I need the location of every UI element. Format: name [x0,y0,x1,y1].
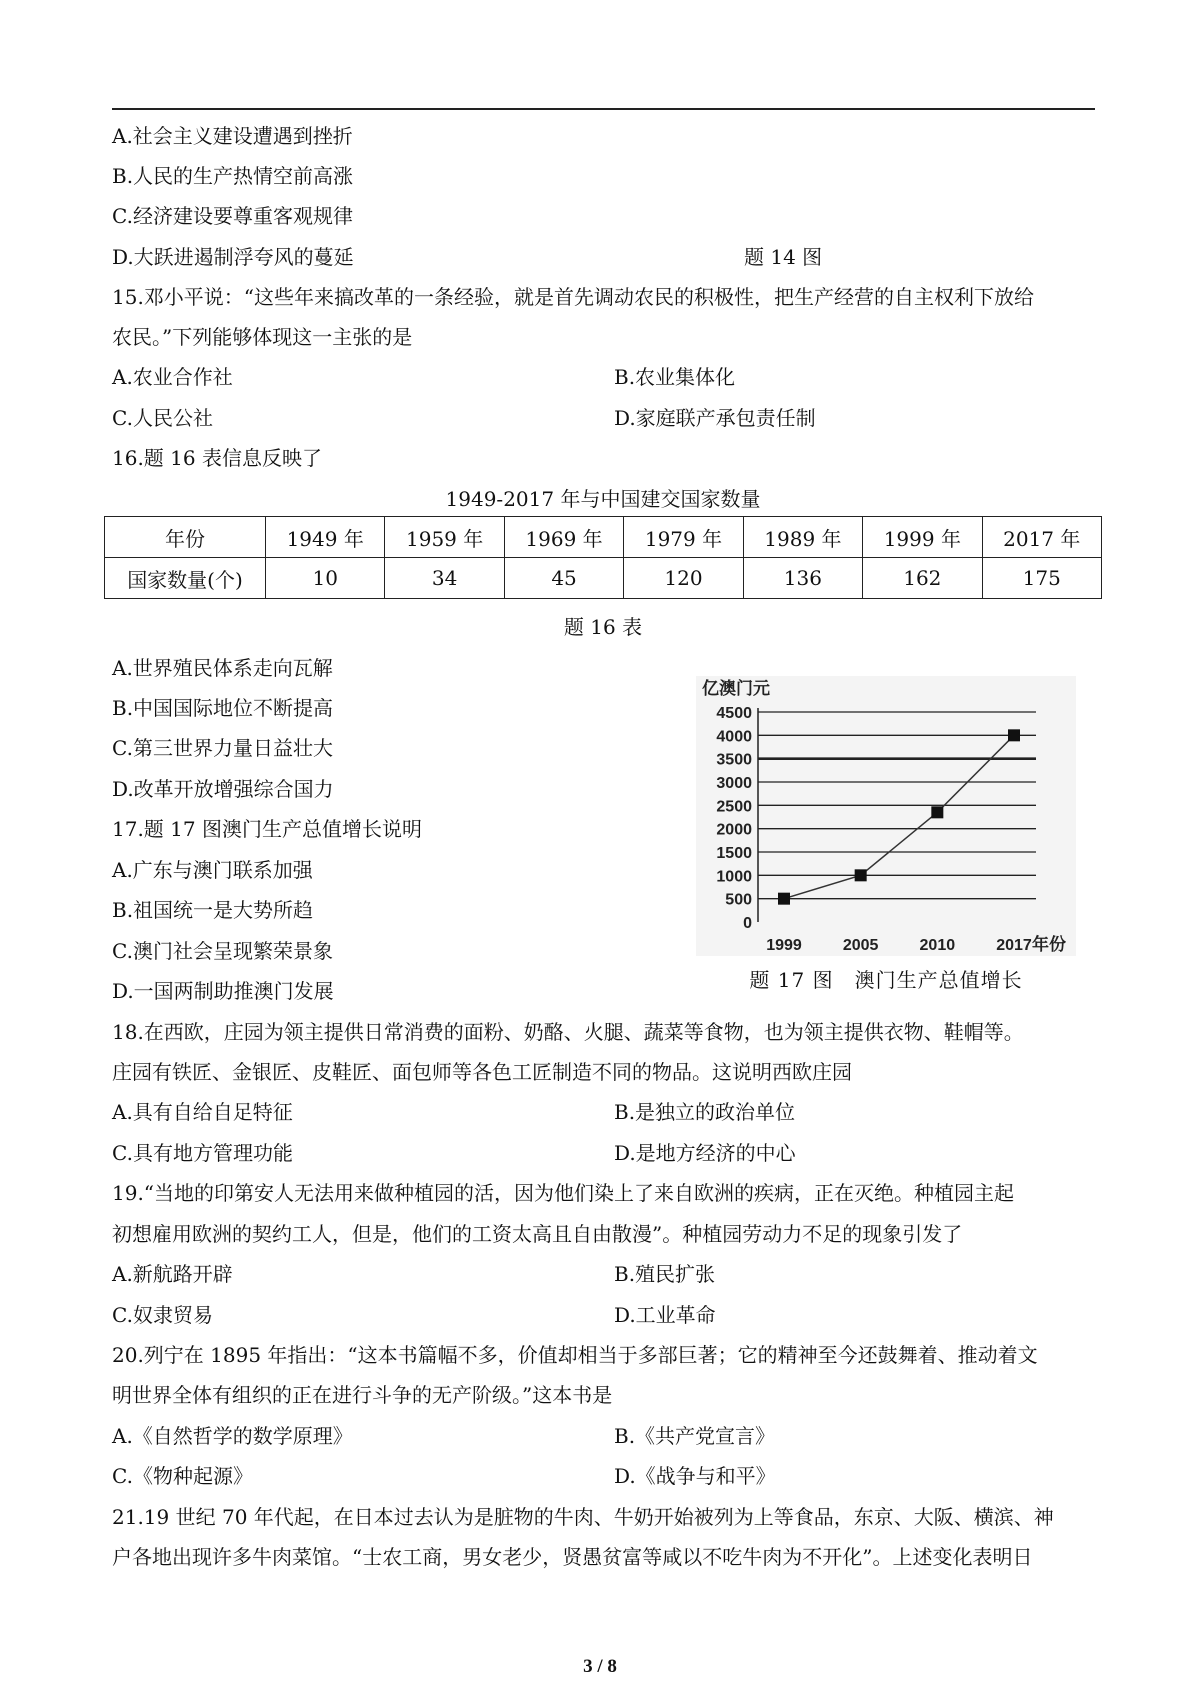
q14-option-b: B.人民的生产热情空前高涨 [112,164,354,188]
table-header-cell: 1959 年 [385,517,504,558]
q20-option-a: A.《自然哲学的数学原理》 [112,1424,353,1448]
q19-option-d: D.工业革命 [614,1303,716,1327]
table-header-cell: 1979 年 [624,517,743,558]
q20-option-c: C.《物种起源》 [112,1464,253,1488]
q19-option-b: B.殖民扩张 [614,1262,716,1286]
q16-option-b: B.中国国际地位不断提高 [112,696,334,720]
y-tick-label: 3000 [716,775,752,792]
x-tick-label: 2010 [919,937,956,954]
q17-option-b: B.祖国统一是大势所趋 [112,898,314,922]
table-header-cell: 1949 年 [266,517,385,558]
table-cell: 10 [266,558,385,599]
q15-option-a: A.农业合作社 [112,365,233,389]
table-cell: 175 [982,558,1101,599]
q18-option-b: B.是独立的政治单位 [614,1100,796,1124]
table-header-row [105,517,1102,558]
table-cell: 国家数量(个) [105,558,266,599]
q14-option-c: C.经济建设要尊重客观规律 [112,204,353,228]
y-tick-label: 1000 [716,868,752,886]
y-tick-label: 1500 [716,845,752,862]
data-point-marker [778,893,790,905]
q16-option-d: D.改革开放增强综合国力 [112,777,334,801]
table-cell: 120 [624,558,743,599]
x-tick-label: 1999 [766,937,802,954]
table-row [105,558,1102,599]
q17-option-c: C.澳门社会呈现繁荣景象 [112,939,333,963]
q14-option-d: D.大跃进遏制浮夸风的蔓延 [112,245,354,269]
data-point-marker [931,806,943,818]
q16-option-a: A.世界殖民体系走向瓦解 [112,656,333,680]
q19-option-c: C.奴隶贸易 [112,1303,213,1327]
q16-option-c: C.第三世界力量日益壮大 [112,736,333,760]
table-cell: 45 [504,558,623,599]
q17-chart-box [696,676,1076,956]
q15-stem-line2: 农民。”下列能够体现这一主张的是 [112,325,413,349]
y-tick-label: 4500 [716,705,752,722]
q18-stem-line2: 庄园有铁匠、金银匠、皮鞋匠、面包师等各色工匠制造不同的物品。这说明西欧庄园 [112,1060,852,1084]
q18-option-a: A.具有自给自足特征 [112,1100,293,1124]
q19-stem-line1: 19.“当地的印第安人无法用来做种植园的活，因为他们染上了来自欧洲的疾病，正在灭绝。种植园主起 [112,1181,1015,1205]
q19-stem-line2: 初想雇用欧洲的契约工人，但是，他们的工资太高且自由散漫”。种植园劳动力不足的现象引发了 [112,1222,963,1246]
q19-option-a: A.新航路开辟 [112,1262,233,1286]
q20-option-b: B.《共产党宣言》 [614,1424,776,1448]
y-tick-label: 3500 [716,751,752,769]
y-tick-label: 0 [743,915,752,932]
q17-line-chart [696,676,1076,956]
q17-figure-caption: 题 17 图 澳门生产总值增长 [749,968,1023,992]
q15-option-b: B.农业集体化 [614,365,736,389]
y-tick-label: 2500 [716,798,752,816]
q21-stem-line1: 21.19 世纪 70 年代起，在日本过去认为是脏物的牛肉、牛奶开始被列为上等食品，东京、大阪、横滨、神 [112,1505,1054,1529]
x-tick-label: 2017 [996,937,1032,954]
table-header-cell: 1989 年 [743,517,862,558]
y-tick-label: 500 [725,891,752,909]
y-axis-label: 亿澳门元 [702,679,770,698]
q16-table-title: 1949-2017 年与中国建交国家数量 [445,487,761,511]
y-tick-label: 4000 [716,728,752,746]
q20-stem-line2: 明世界全体有组织的正在进行斗争的无产阶级。”这本书是 [112,1383,613,1407]
header-rule [112,108,1095,110]
q20-stem-line1: 20.列宁在 1895 年指出：“这本书篇幅不多，价值却相当于多部巨著；它的精神至今还鼓舞着、推动着文 [112,1343,1038,1367]
q18-option-c: C.具有地方管理功能 [112,1141,293,1165]
y-tick-label: 2000 [716,821,752,839]
q16-stem: 16.题 16 表信息反映了 [112,446,322,470]
data-point-marker [855,869,867,881]
q14-option-a: A.社会主义建设遭遇到挫折 [112,124,353,148]
q20-option-d: D.《战争与和平》 [614,1464,776,1488]
table-header-cell: 1999 年 [863,517,982,558]
q14-figure-caption: 题 14 图 [744,245,823,269]
table-header-cell: 1969 年 [504,517,623,558]
q16-table-caption: 题 16 表 [563,615,643,639]
data-point-marker [1008,729,1020,741]
table-cell: 162 [863,558,982,599]
q15-option-c: C.人民公社 [112,406,213,430]
table-cell: 34 [385,558,504,599]
q17-stem: 17.题 17 图澳门生产总值增长说明 [112,817,422,841]
q15-stem-line1: 15.邓小平说：“这些年来搞改革的一条经验，就是首先调动农民的积极性，把生产经营的自主权利下放给 [112,285,1035,309]
q17-option-a: A.广东与澳门联系加强 [112,858,313,882]
q18-stem-line1: 18.在西欧，庄园为领主提供日常消费的面粉、奶酪、火腿、蔬菜等食物，也为领主提供衣物、鞋帽等。 [112,1020,1024,1044]
q15-option-d: D.家庭联产承包责任制 [614,406,816,430]
page-number: 3 / 8 [583,1656,617,1677]
q21-stem-line2: 户各地出现许多牛肉菜馆。“士农工商，男女老少，贤愚贫富等咸以不吃牛肉为不开化”。上述变化表明日 [112,1545,1033,1569]
x-tick-label: 2005 [842,937,879,954]
q16-table [104,516,1102,599]
q17-option-d: D.一国两制助推澳门发展 [112,979,334,1003]
table-header-cell: 2017 年 [982,517,1101,558]
table-cell: 136 [743,558,862,599]
q18-option-d: D.是地方经济的中心 [614,1141,796,1165]
x-axis-label: 年份 [1032,935,1066,954]
table-header-cell: 年份 [105,517,266,558]
